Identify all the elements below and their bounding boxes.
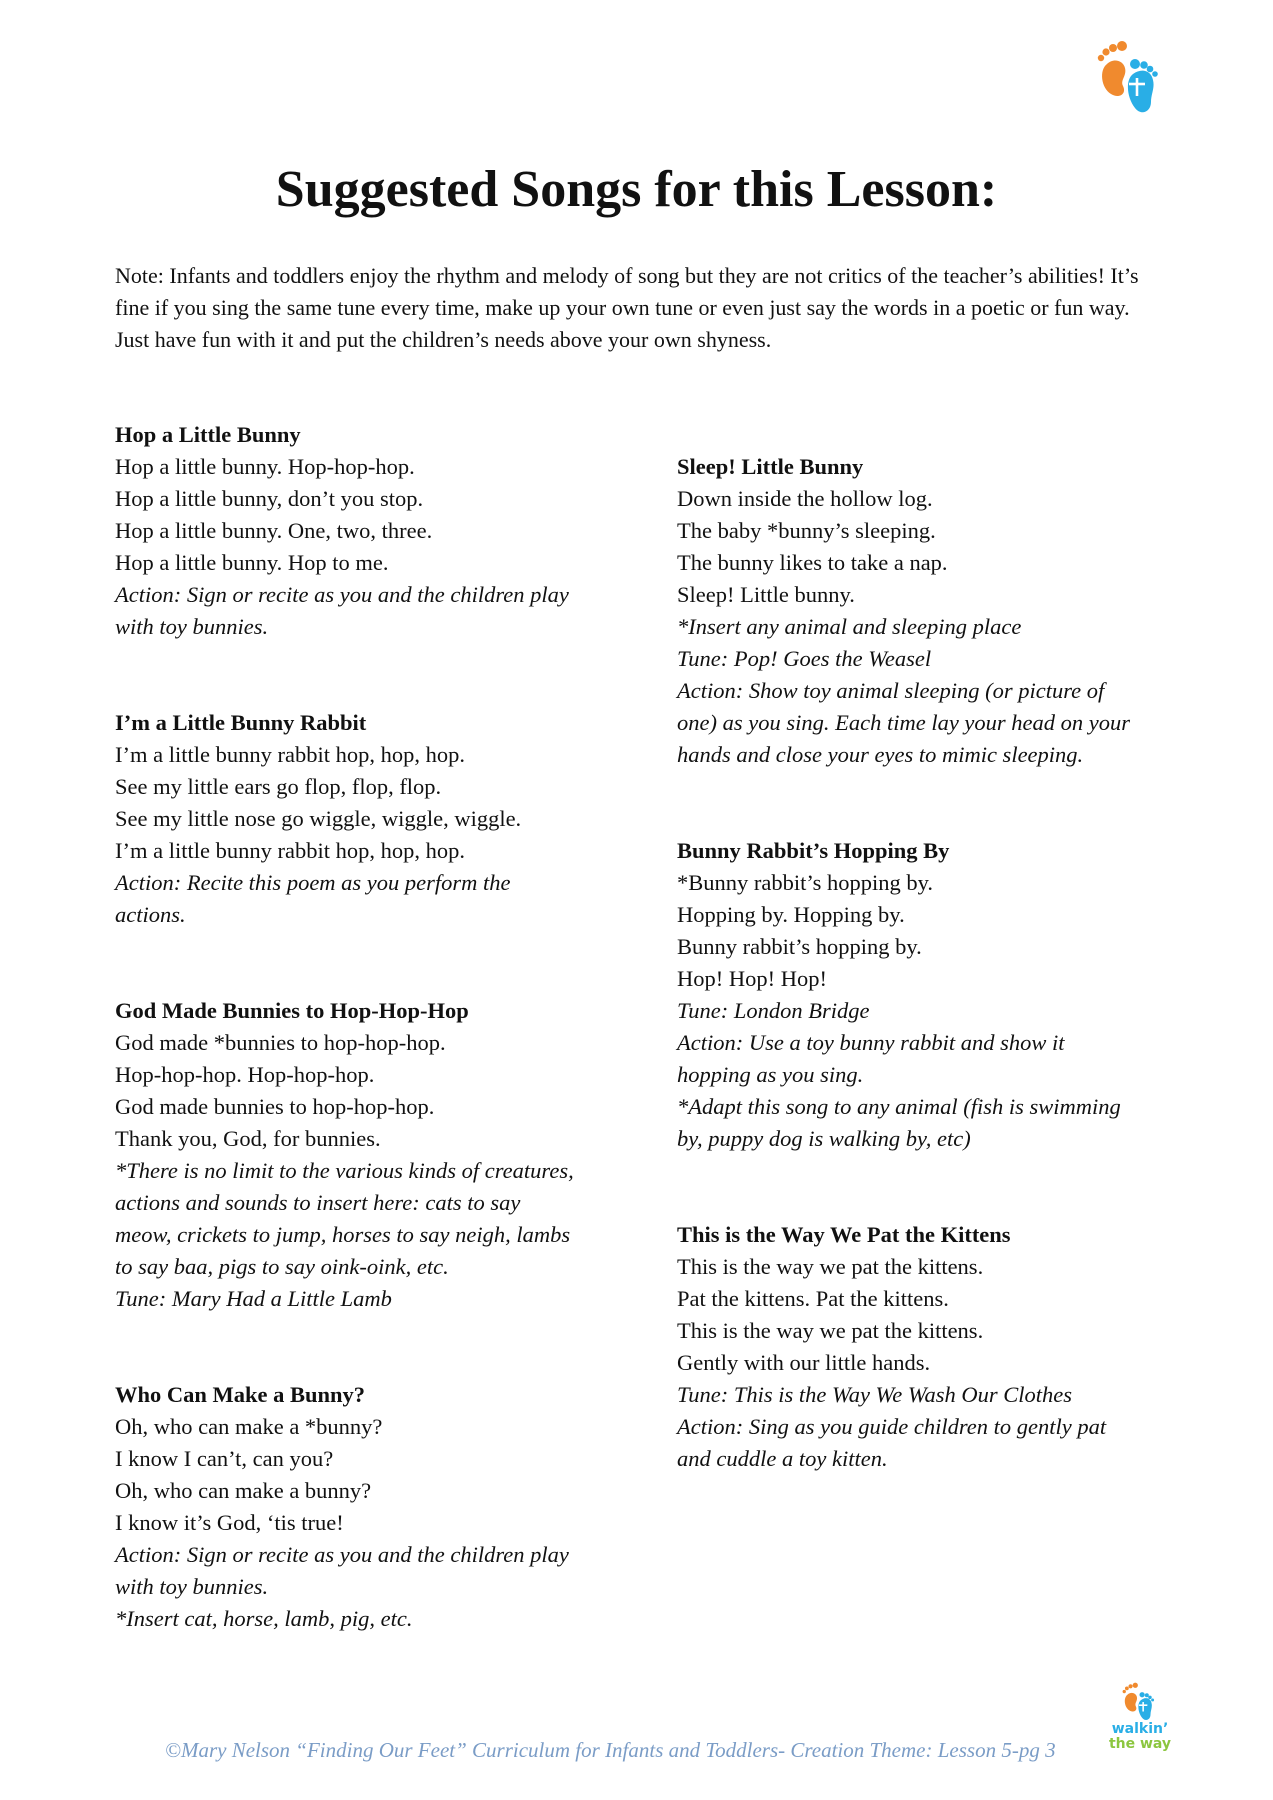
brand-line-walkin: walkin’: [1111, 1721, 1169, 1737]
song-title: Who Can Make a Bunny?: [115, 1382, 366, 1407]
lyric-line: *Bunny rabbit’s hopping by.: [677, 870, 934, 895]
lyric-line: Hop-hop-hop. Hop-hop-hop.: [115, 1062, 375, 1087]
right-song-column: [677, 451, 1197, 1539]
song-bunny-rabbits-hopping-by: [677, 835, 1197, 1155]
song-note: and cuddle a toy kitten.: [677, 1446, 888, 1471]
lyric-line: Hop! Hop! Hop!: [677, 966, 827, 991]
lyric-line: Gently with our little hands.: [677, 1350, 931, 1375]
song-note: Action: Recite this poem as you perform the: [115, 870, 511, 895]
lyric-line: Hop a little bunny, don’t you stop.: [115, 486, 424, 511]
lyric-line: Oh, who can make a *bunny?: [115, 1414, 383, 1439]
lyric-line: Oh, who can make a bunny?: [115, 1478, 372, 1503]
song-note: Action: Sign or recite as you and the children play: [115, 582, 569, 607]
song-note: *Insert cat, horse, lamb, pig, etc.: [115, 1606, 413, 1631]
lyric-line: The bunny likes to take a nap.: [677, 550, 948, 575]
song-title: God Made Bunnies to Hop-Hop-Hop: [115, 998, 469, 1023]
lyric-line: Thank you, God, for bunnies.: [115, 1126, 381, 1151]
song-note: hands and close your eyes to mimic sleeping.: [677, 742, 1084, 767]
song-note: hopping as you sing.: [677, 1062, 864, 1087]
song-title: This is the Way We Pat the Kittens: [677, 1222, 1011, 1247]
song-note: with toy bunnies.: [115, 1574, 269, 1599]
lyric-line: I’m a little bunny rabbit hop, hop, hop.: [115, 742, 465, 767]
lyric-line: God made bunnies to hop-hop-hop.: [115, 1094, 435, 1119]
walkin-the-way-logo-icon: [1100, 1680, 1180, 1770]
song-god-made-bunnies: [115, 995, 635, 1315]
song-title: Hop a Little Bunny: [115, 422, 301, 447]
song-hop-a-little-bunny: [115, 419, 635, 643]
lyric-line: I’m a little bunny rabbit hop, hop, hop.: [115, 838, 465, 863]
song-note: Action: Sign or recite as you and the children play: [115, 1542, 569, 1567]
lyric-line: See my little nose go wiggle, wiggle, wiggle.: [115, 806, 522, 831]
song-title: I’m a Little Bunny Rabbit: [115, 710, 367, 735]
lyric-line: See my little ears go flop, flop, flop.: [115, 774, 442, 799]
lyric-line: Pat the kittens. Pat the kittens.: [677, 1286, 949, 1311]
lyric-line: This is the way we pat the kittens.: [677, 1254, 984, 1279]
song-note: with toy bunnies.: [115, 614, 269, 639]
lyric-line: God made *bunnies to hop-hop-hop.: [115, 1030, 446, 1055]
song-note: *Insert any animal and sleeping place: [677, 614, 1022, 639]
lyric-line: Bunny rabbit’s hopping by.: [677, 934, 922, 959]
song-tune: Tune: London Bridge: [677, 998, 870, 1023]
song-tune: Tune: Pop! Goes the Weasel: [677, 646, 932, 671]
page-title: Suggested Songs for this Lesson:: [275, 161, 998, 218]
song-who-can-make-a-bunny: [115, 1379, 635, 1635]
song-note: Action: Sing as you guide children to gently pat: [677, 1414, 1107, 1439]
footer-copyright: ©Mary Nelson “Finding Our Feet” Curriculum for Infants and Toddlers- Creation Theme: Lesson 5-pg 3: [165, 1738, 1056, 1762]
intro-note: Note: Infants and toddlers enjoy the rhythm and melody of song but they are not critics of the teacher’s abilities! It’s fine if you sing the same tune every time, make up your own tune or even just say the words in a poetic or fun way. Just have fun with it and put the children’s needs above your own shyness.: [115, 263, 1139, 352]
song-note: to say baa, pigs to say oink-oink, etc.: [115, 1254, 449, 1279]
song-note: by, puppy dog is walking by, etc): [677, 1126, 971, 1151]
song-note: one) as you sing. Each time lay your head on your: [677, 710, 1131, 735]
song-tune: Tune: Mary Had a Little Lamb: [115, 1286, 392, 1311]
left-song-column: [115, 419, 635, 1699]
lyric-line: Hopping by. Hopping by.: [677, 902, 905, 927]
baby-feet-cross-icon: [1093, 36, 1169, 116]
song-title: Sleep! Little Bunny: [677, 454, 864, 479]
song-tune: Tune: This is the Way We Wash Our Clothes: [677, 1382, 1073, 1407]
lyric-line: The baby *bunny’s sleeping.: [677, 518, 936, 543]
baby-feet-icon: [1120, 1680, 1160, 1722]
lyric-line: Down inside the hollow log.: [677, 486, 933, 511]
song-note: Action: Show toy animal sleeping (or picture of: [677, 678, 1105, 703]
lyric-line: Hop a little bunny. One, two, three.: [115, 518, 433, 543]
lyric-line: Hop a little bunny. Hop-hop-hop.: [115, 454, 415, 479]
lyric-line: I know I can’t, can you?: [115, 1446, 334, 1471]
brand-line-the-way: the way: [1108, 1736, 1172, 1752]
song-title: Bunny Rabbit’s Hopping By: [677, 838, 950, 863]
song-im-a-little-bunny-rabbit: [115, 707, 635, 931]
lyric-line: This is the way we pat the kittens.: [677, 1318, 984, 1343]
song-note: *There is no limit to the various kinds of creatures,: [115, 1158, 574, 1183]
song-sleep-little-bunny: [677, 451, 1197, 771]
song-pat-the-kittens: [677, 1219, 1197, 1475]
song-note: *Adapt this song to any animal (fish is swimming: [677, 1094, 1121, 1119]
song-note: meow, crickets to jump, horses to say neigh, lambs: [115, 1222, 571, 1247]
lyric-line: Hop a little bunny. Hop to me.: [115, 550, 389, 575]
lyric-line: I know it’s God, ‘tis true!: [115, 1510, 344, 1535]
song-note: actions.: [115, 902, 186, 927]
song-note: actions and sounds to insert here: cats to say: [115, 1190, 521, 1215]
song-note: Action: Use a toy bunny rabbit and show it: [677, 1030, 1065, 1055]
lyric-line: Sleep! Little bunny.: [677, 582, 855, 607]
